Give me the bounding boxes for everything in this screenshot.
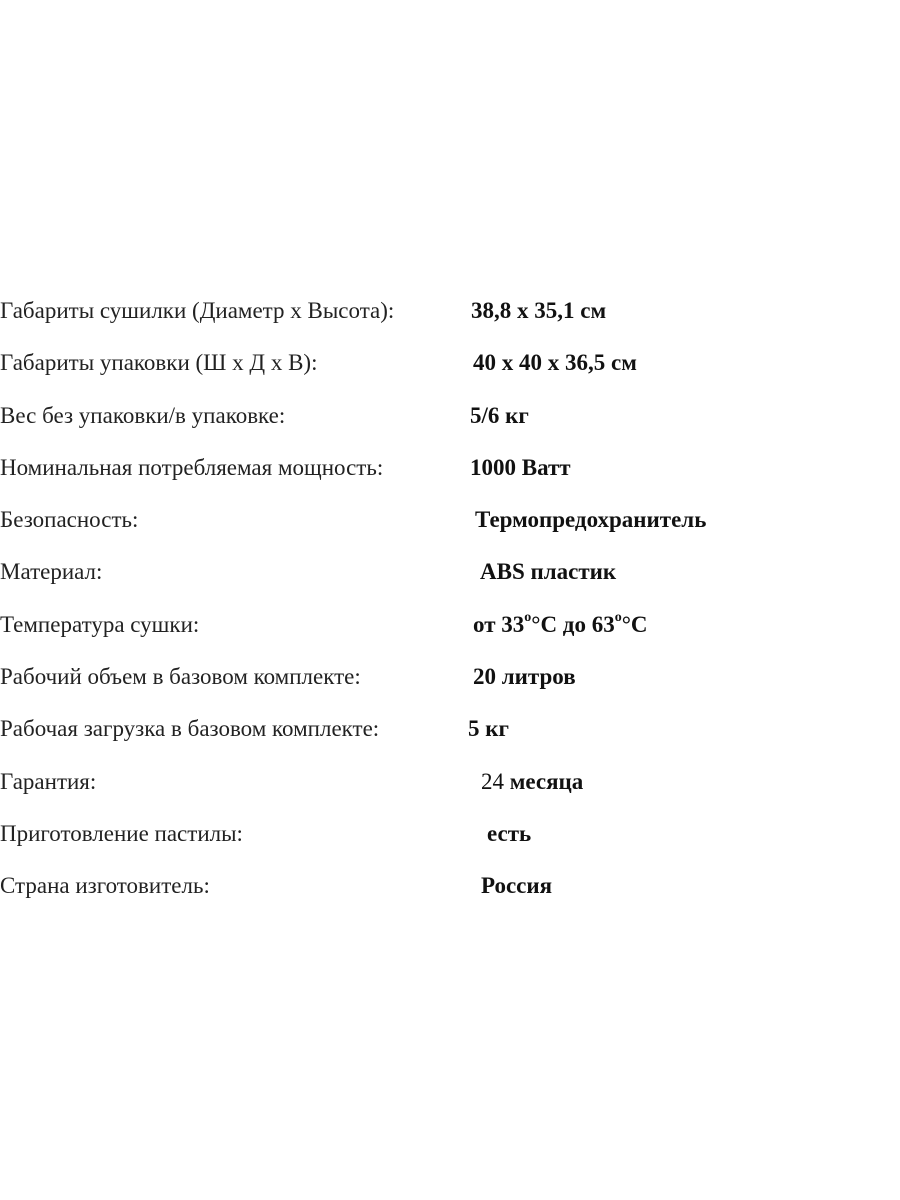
spec-label: Рабочая загрузка в базовом комплекте:	[0, 716, 380, 742]
spec-row-safety	[0, 502, 900, 554]
spec-value	[473, 607, 648, 643]
spec-value: Термопредохранитель	[475, 507, 707, 533]
spec-row-dryer-dimensions	[0, 293, 900, 345]
spec-label: Рабочий объем в базовом комплекте:	[0, 664, 361, 690]
temp-from: от 33	[473, 611, 525, 637]
spec-value: 1000 Ватт	[470, 454, 571, 480]
spec-value: 38,8 х 35,1 см	[471, 298, 607, 323]
temp-unit: °С	[621, 611, 648, 637]
spec-row-weight	[0, 398, 900, 450]
spec-value: ABS пластик	[480, 559, 617, 585]
temp-to: °С до 63	[531, 611, 615, 637]
spec-label: Температура сушки:	[0, 611, 200, 637]
spec-value: есть	[487, 820, 532, 846]
spec-row-drying-temperature	[0, 607, 900, 659]
spec-value: 20 литров	[473, 664, 576, 690]
spec-value	[481, 764, 583, 800]
spec-row-country	[0, 868, 900, 920]
degree-sup: о	[614, 610, 622, 626]
spec-label: Габариты упаковки (Ш х Д х В):	[0, 350, 318, 376]
warranty-unit: месяца	[509, 768, 584, 794]
spec-value: 40 х 40 х 36,5 см	[473, 350, 637, 376]
spec-label: Габариты сушилки (Диаметр х Высота):	[0, 298, 395, 323]
spec-label: Материал:	[0, 559, 103, 585]
spec-label: Вес без упаковки/в упаковке:	[0, 402, 286, 428]
degree-sup: о	[524, 610, 532, 626]
spec-row-package-dimensions	[0, 345, 900, 397]
spec-row-working-volume	[0, 659, 900, 711]
spec-row-pastila	[0, 816, 900, 868]
warranty-number: 24	[481, 768, 504, 794]
spec-row-warranty	[0, 764, 900, 816]
spec-row-material	[0, 554, 900, 606]
spec-label: Номинальная потребляемая мощность:	[0, 454, 384, 480]
spec-value: 5/6 кг	[470, 402, 529, 428]
spec-label: Гарантия:	[0, 768, 97, 794]
spec-value: Россия	[481, 873, 553, 899]
spec-label: Приготовление пастилы:	[0, 820, 243, 846]
spec-row-power	[0, 450, 900, 502]
spec-row-working-load	[0, 711, 900, 763]
spec-label: Страна изготовитель:	[0, 873, 210, 899]
spec-value: 5 кг	[468, 716, 509, 742]
spec-label: Безопасность:	[0, 507, 139, 533]
specifications-list	[0, 293, 900, 921]
